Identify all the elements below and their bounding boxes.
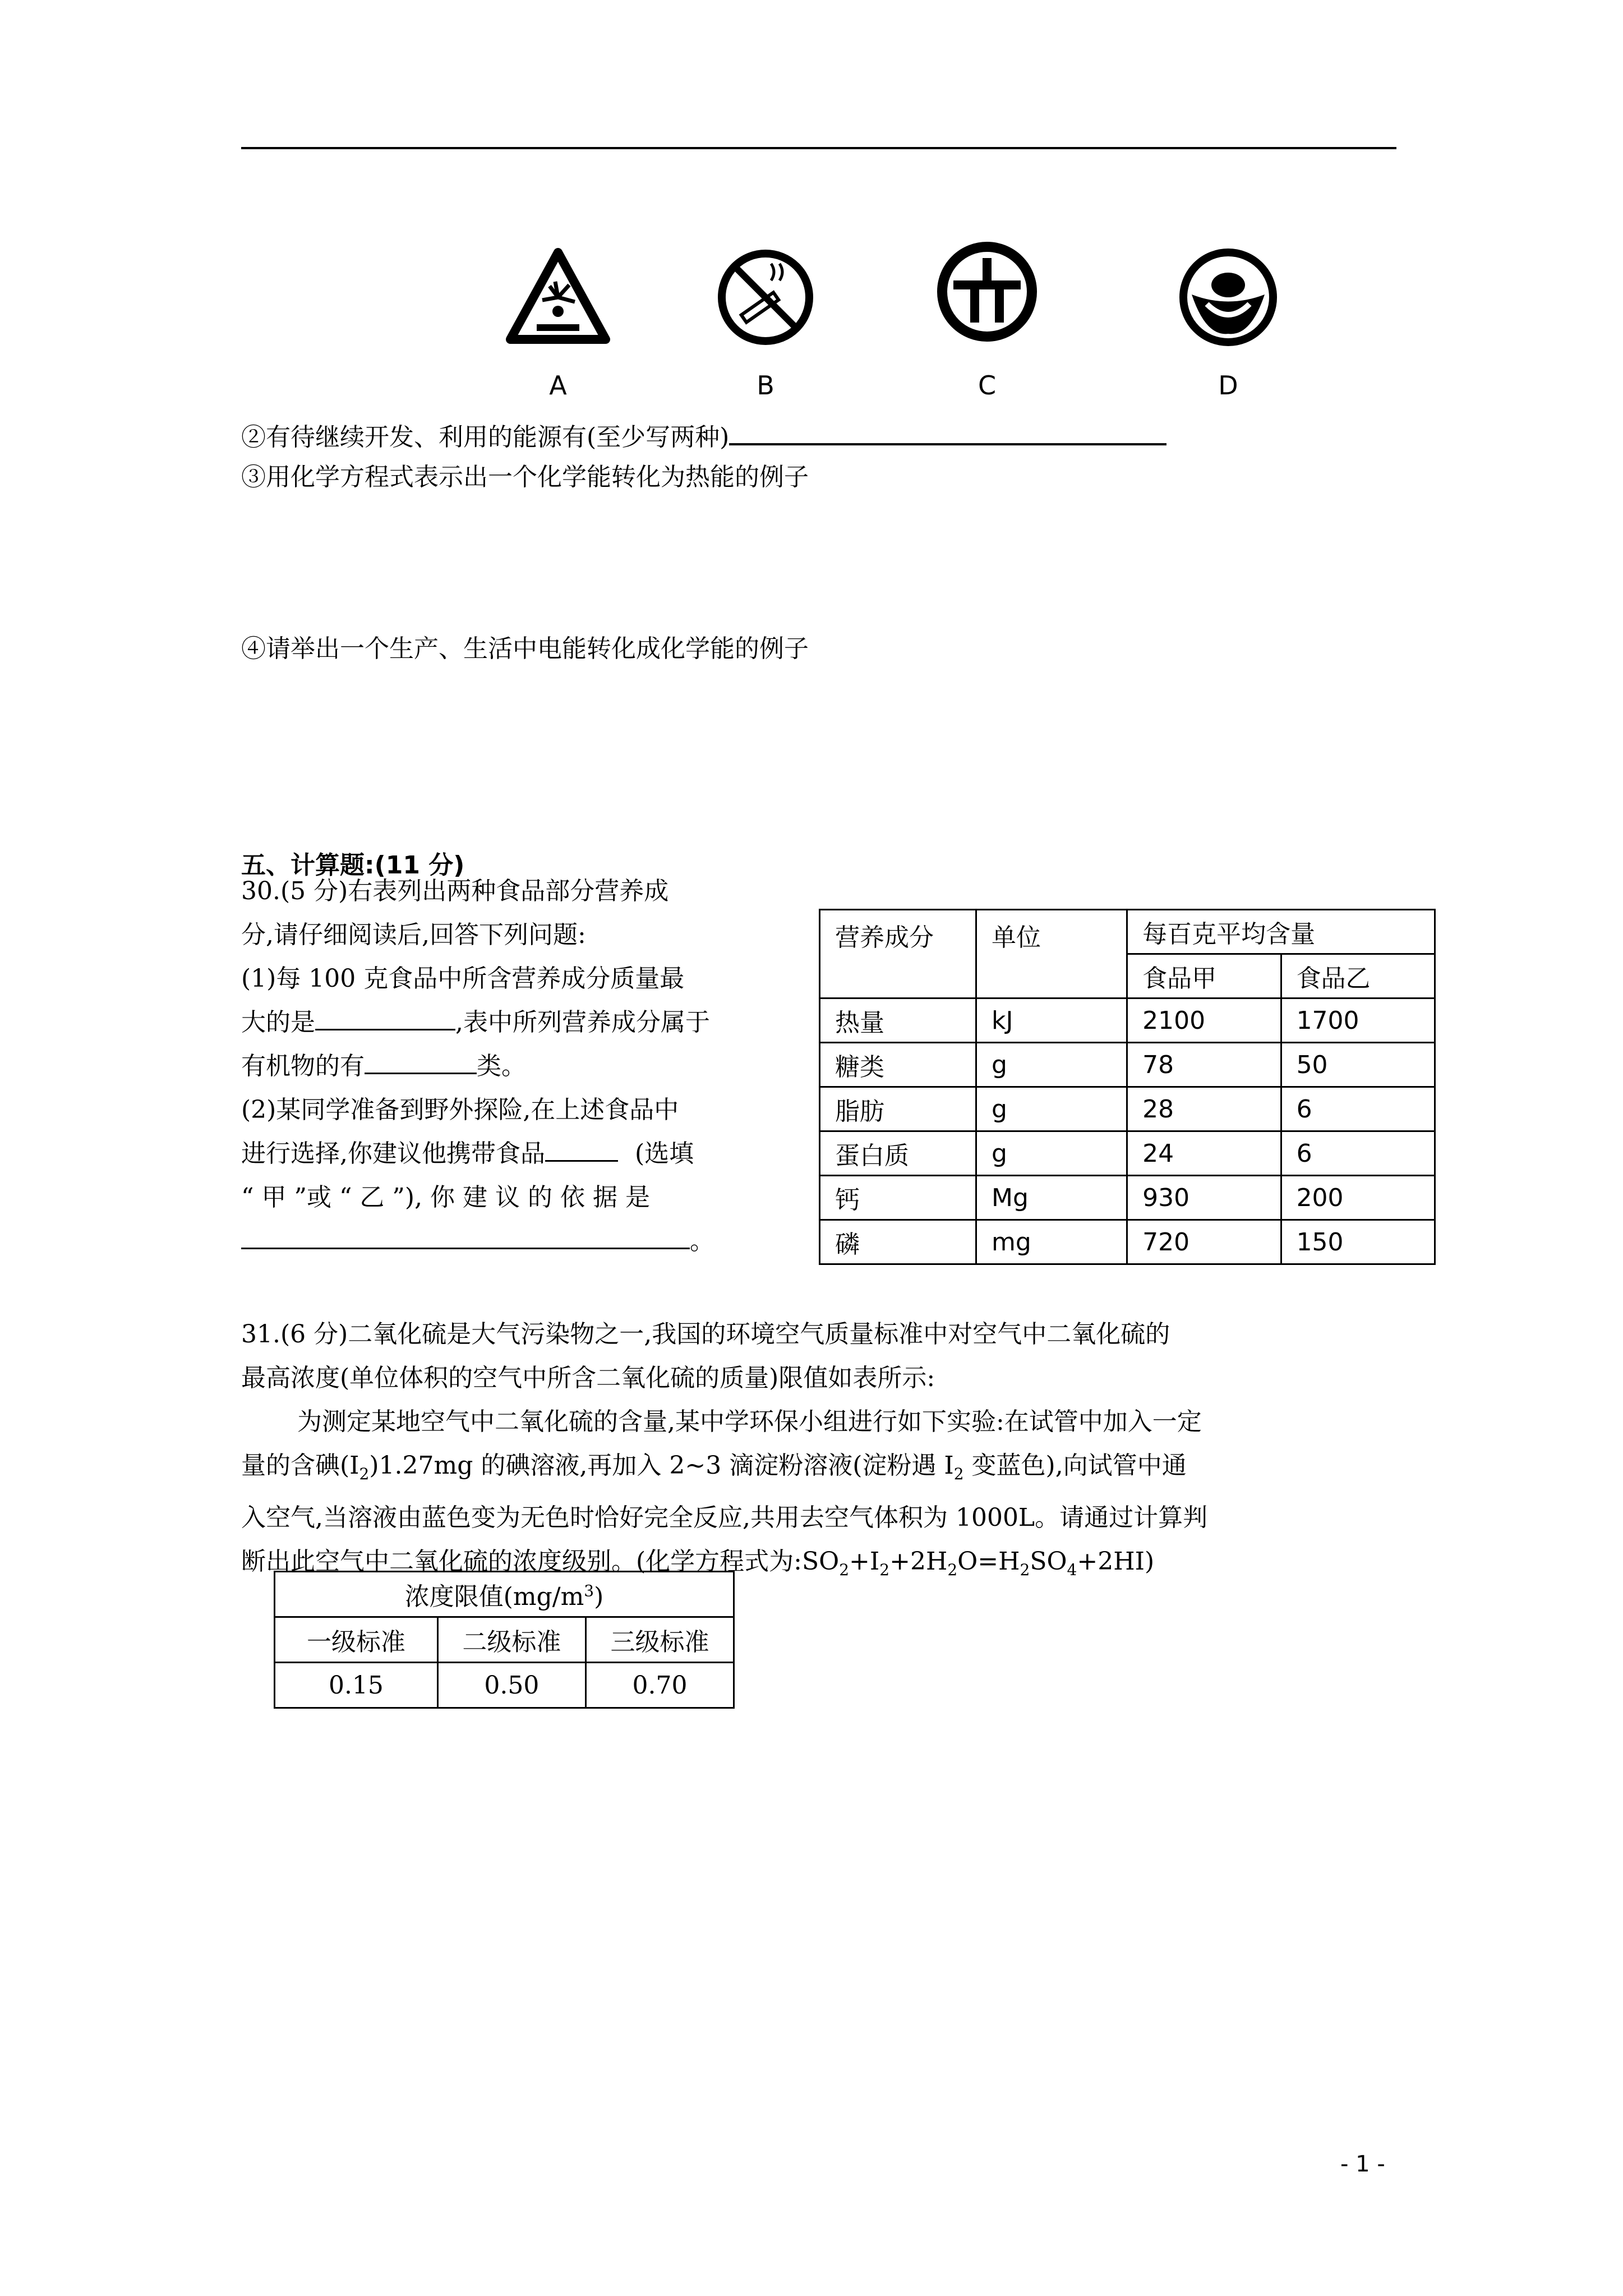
question-2: ②有待继续开发、利用的能源有(至少写两种) xyxy=(241,415,1166,459)
question-30: 30.(5 分)右表列出两种食品部分营养成 分,请仔细阅读后,回答下列问题: (1)每 100 克食品中所含营养成分质量最 大的是 ,表中所列营养成分属于 有机物的有 类。 (2)某同学准备到野外探险,在上述食品中 进行选择,你建议他携带食品 (选填 “ 甲 ”或 “ 乙 ”), 你 建 议 的 依 据 是 。 xyxy=(241,877,714,1255)
table-row: 磷 mg 720 150 xyxy=(820,1220,1435,1264)
answer-blank-max[interactable] xyxy=(315,1006,455,1030)
question-31: 31.(6 分)二氧化硫是大气污染物之一,我国的环境空气质量标准中对空气中二氧化硫的 最高浓度(单位体积的空气中所含二氧化硫的质量)限值如表所示: 为测定某地空气中二氧化硫的含量,某中学环保小组进行如下实验:在试管中加入一定 量的含碘$(I_2)1.27mg$ 的碘溶液,再加入 2~3 滴淀粉溶液(淀粉遇 $I_2$ 变蓝色),向试管中通 入空气,当溶液由蓝色变为无色时恰好完全反应,共用去空气体积为 1000L。请通过计算判 断出此空气中二氧化硫的浓度级别。(化学方程式为$:SO_2+I_2+2H_2O=H_2SO_4+2HI$) xyxy=(241,1320,1208,1579)
water-saving-icon xyxy=(931,236,1043,348)
header-rule xyxy=(241,147,1396,149)
table-row: 钙 Mg 930 200 xyxy=(820,1176,1435,1220)
no-smoking-icon xyxy=(709,241,822,353)
header-component: 营养成分 xyxy=(820,910,976,999)
grade-2: 二级标准 xyxy=(437,1617,585,1663)
question-3: ③用化学方程式表示出一个化学能转化为热能的例子 xyxy=(241,463,809,491)
symbol-a xyxy=(502,241,614,356)
symbol-d xyxy=(1172,241,1284,356)
limit-value-1: 0.15 xyxy=(275,1663,438,1708)
green-food-icon xyxy=(1172,241,1284,353)
table-row: 糖类 g 78 50 xyxy=(820,1043,1435,1087)
answer-blank-reason[interactable] xyxy=(241,1225,690,1249)
limit-header: 浓度限值$(mg/m^3)$ xyxy=(275,1572,734,1617)
answer-line-q2[interactable] xyxy=(729,415,1166,445)
explosive-warning-icon xyxy=(502,241,614,353)
grade-1: 一级标准 xyxy=(275,1617,438,1663)
symbol-c-label: C xyxy=(978,370,997,401)
header-food-a: 食品甲 xyxy=(1127,954,1281,999)
symbol-d-label: D xyxy=(1218,370,1238,401)
symbol-b-label: B xyxy=(757,370,774,401)
page-number: - 1 - xyxy=(1340,2151,1385,2177)
header-avg: 每百克平均含量 xyxy=(1127,910,1435,954)
grade-3: 三级标准 xyxy=(585,1617,734,1663)
limit-value-3: 0.70 xyxy=(585,1663,734,1708)
header-food-b: 食品乙 xyxy=(1281,954,1435,999)
question-4: ④请举出一个生产、生活中电能转化成化学能的例子 xyxy=(241,634,809,663)
answer-blank-organic[interactable] xyxy=(365,1050,477,1074)
answer-blank-food[interactable] xyxy=(545,1138,618,1162)
limit-value-2: 0.50 xyxy=(437,1663,585,1708)
symbol-b xyxy=(709,241,822,356)
table-row: 蛋白质 g 24 6 xyxy=(820,1131,1435,1176)
section-title: 五、计算题:(11 分) xyxy=(241,851,465,880)
symbol-a-label: A xyxy=(549,370,567,401)
symbol-c xyxy=(931,236,1043,350)
header-unit: 单位 xyxy=(976,910,1127,999)
table-row: 热量 kJ 2100 1700 xyxy=(820,999,1435,1043)
concentration-limit-table xyxy=(274,1571,735,1709)
nutrition-table xyxy=(819,909,1436,1265)
table-row: 脂肪 g 28 6 xyxy=(820,1087,1435,1131)
